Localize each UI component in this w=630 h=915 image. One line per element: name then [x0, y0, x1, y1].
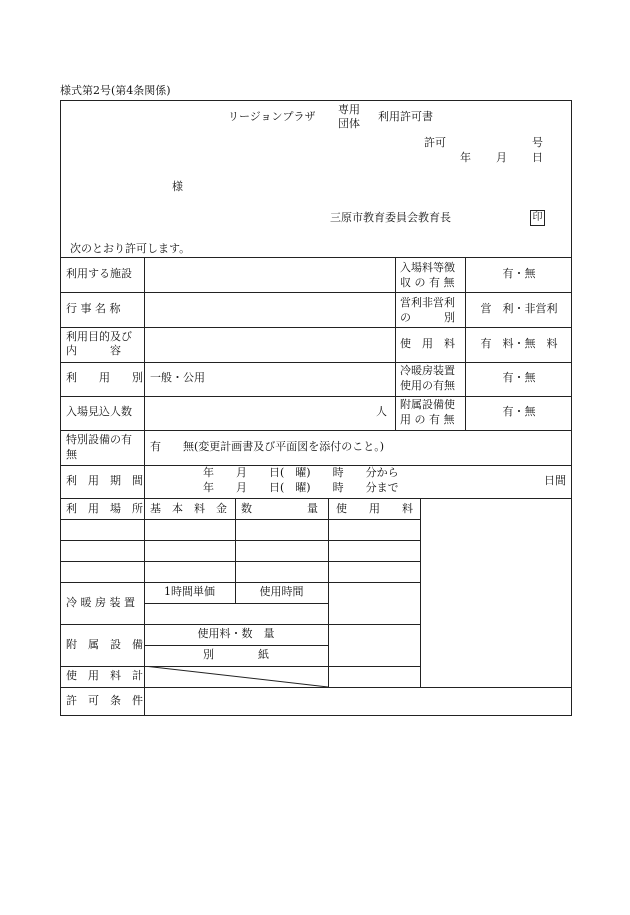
rule	[144, 603, 328, 604]
fee-value: 有 料・無 料	[480, 337, 558, 350]
attendance-unit: 人	[376, 405, 387, 418]
form-number: 様式第2号(第4条関係)	[60, 84, 171, 97]
rule	[60, 687, 572, 688]
rule	[60, 257, 572, 258]
profit-label-line2: の 別	[400, 311, 455, 324]
aircon-section-label: 冷 暖 房 装 置	[66, 596, 135, 609]
aircon-label-line1: 冷暖房装置	[400, 364, 455, 377]
fee-label: 使 用 料	[400, 337, 455, 350]
usage-type-value: 一般・公用	[150, 371, 205, 384]
equipment-section-label: 附 属 設 備	[66, 638, 143, 651]
date-month-label: 月	[496, 151, 507, 164]
admission-value: 有・無	[502, 267, 536, 280]
unit-price-header: 1時間単価	[164, 585, 215, 598]
period-label: 利 用 期 間	[66, 474, 143, 487]
profit-label-line1: 営利非営利	[400, 296, 455, 309]
equipment-label-line2: 用 の 有 無	[400, 413, 455, 426]
special-equipment-label-line1: 特別設備の有	[66, 433, 132, 446]
permit-number-label: 号	[532, 136, 543, 149]
usage-time-header: 使用時間	[259, 585, 304, 598]
rule	[60, 292, 572, 293]
form-title: 利用許可書	[378, 110, 433, 123]
seal-mark: 印	[530, 210, 545, 226]
attendance-label: 入場見込人数	[66, 405, 132, 418]
issuer-name: 三原市教育委員会教育長	[330, 211, 451, 224]
period-days-label: 日間	[544, 474, 566, 487]
special-equipment-label-line2: 無	[66, 448, 77, 461]
basic-fee-header: 基 本 料 金	[150, 502, 227, 515]
aircon-label-line2: 使用の有無	[400, 379, 455, 392]
plaza-name: リージョンプラザ	[228, 110, 316, 123]
rule	[60, 519, 420, 520]
usage-type-group: 団体	[338, 117, 360, 130]
rule	[328, 498, 329, 687]
conditions-label: 許 可 条 件	[66, 694, 143, 707]
rule	[144, 645, 328, 646]
usage-fee-header: 使 用 料	[336, 502, 413, 515]
rule	[60, 498, 572, 499]
period-end: 年 月 日( 曜) 時 分まで	[203, 481, 399, 494]
purpose-label-line2: 内 容	[66, 344, 121, 357]
rule	[395, 257, 396, 430]
purpose-label-line1: 利用目的及び	[66, 330, 132, 343]
place-header: 利 用 場 所	[66, 502, 143, 515]
intro-text: 次のとおり許可します。	[70, 242, 191, 255]
rule	[60, 396, 572, 397]
rule	[60, 624, 420, 625]
permit-label: 許可	[424, 136, 446, 149]
rule	[60, 540, 420, 541]
rule	[144, 257, 145, 498]
separate-sheet-label: 別 紙	[203, 648, 269, 661]
rule	[60, 582, 420, 583]
total-diagonal-line	[144, 666, 328, 687]
total-fee-label: 使 用 料 計	[66, 669, 143, 682]
addressee-honorific: 様	[172, 180, 183, 193]
usage-type-label: 利 用 別	[66, 371, 143, 384]
event-name-label: 行 事 名 称	[66, 302, 121, 315]
rule	[60, 362, 572, 363]
equipment-label-line1: 附属設備使	[400, 398, 455, 411]
date-year-label: 年	[460, 151, 471, 164]
rule	[60, 327, 572, 328]
profit-value: 営 利・非営利	[480, 302, 558, 315]
rule	[60, 561, 420, 562]
period-start: 年 月 日( 曜) 時 分から	[203, 466, 399, 479]
usage-type-exclusive: 専用	[338, 103, 360, 116]
date-day-label: 日	[532, 151, 543, 164]
equipment-value: 有・無	[502, 405, 536, 418]
rule	[60, 430, 572, 431]
admission-label-line2: 収 の 有 無	[400, 276, 455, 289]
facility-label: 利用する施設	[66, 267, 132, 280]
rule	[235, 498, 236, 582]
aircon-value: 有・無	[502, 371, 536, 384]
admission-label-line1: 入場料等徴	[400, 261, 455, 274]
special-equipment-value: 有 無(変更計画書及び平面図を添付のこと。)	[150, 440, 385, 453]
quantity-header: 数 量	[241, 502, 318, 515]
rule	[420, 498, 421, 687]
fee-quantity-header: 使用料・数 量	[197, 627, 275, 640]
